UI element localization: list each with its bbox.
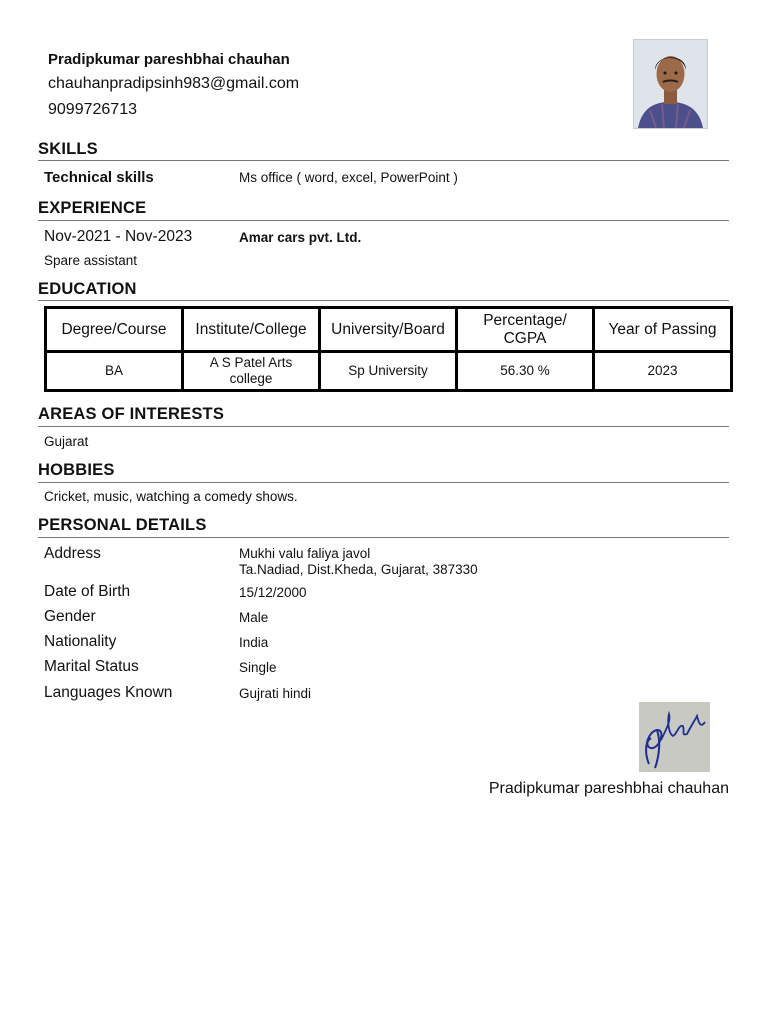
education-header-cell: Year of Passing [594, 308, 732, 352]
nationality-value: India [239, 635, 269, 650]
profile-photo-icon [634, 40, 707, 128]
personal-heading: PERSONAL DETAILS [38, 516, 207, 534]
interests-value: Gujarat [44, 434, 89, 449]
hobbies-heading: HOBBIES [38, 461, 115, 479]
technical-skills-label: Technical skills [44, 169, 154, 186]
experience-role: Spare assistant [44, 253, 138, 268]
hobbies-value: Cricket, music, watching a comedy shows. [44, 489, 298, 504]
education-header-cell: Institute/College [183, 308, 320, 352]
experience-period: Nov-2021 - Nov-2023 [44, 228, 193, 245]
phone: 9099726713 [48, 101, 137, 118]
marital-status-label: Marital Status [44, 658, 139, 675]
signature-image [639, 702, 710, 772]
signature-icon [639, 702, 710, 772]
education-header-row [46, 308, 732, 352]
dob-value: 15/12/2000 [239, 585, 307, 600]
address-line-1: Mukhi valu faliya javol [239, 546, 371, 561]
interests-heading: AREAS OF INTERESTS [38, 405, 225, 423]
gender-value: Male [239, 610, 269, 625]
experience-heading: EXPERIENCE [38, 199, 147, 217]
education-header-cell: Percentage/ CGPA [457, 308, 594, 352]
interests-divider [38, 426, 729, 427]
languages-label: Languages Known [44, 684, 173, 701]
nationality-label: Nationality [44, 633, 117, 650]
education-cell: Sp University [320, 352, 457, 391]
personal-divider [38, 537, 729, 538]
education-cell: 56.30 % [457, 352, 594, 391]
experience-divider [38, 220, 729, 221]
candidate-name: Pradipkumar pareshbhai chauhan [48, 51, 290, 68]
address-line-2: Ta.Nadiad, Dist.Kheda, Gujarat, 387330 [239, 562, 478, 577]
education-header-cell: Degree/Course [46, 308, 183, 352]
hobbies-divider [38, 482, 729, 483]
experience-company: Amar cars pvt. Ltd. [239, 230, 362, 245]
education-cell: A S Patel Arts college [183, 352, 320, 391]
table-row [46, 352, 732, 391]
dob-label: Date of Birth [44, 583, 131, 600]
email: chauhanpradipsinh983@gmail.com [48, 75, 300, 92]
signature-name: Pradipkumar pareshbhai chauhan [488, 780, 729, 797]
education-header-cell: University/Board [320, 308, 457, 352]
gender-label: Gender [44, 608, 96, 625]
education-table [44, 306, 733, 392]
languages-value: Gujrati hindi [239, 686, 312, 701]
education-cell: 2023 [594, 352, 732, 391]
education-heading: EDUCATION [38, 280, 137, 298]
technical-skills-value: Ms office ( word, excel, PowerPoint ) [239, 170, 458, 185]
education-cell: BA [46, 352, 183, 391]
marital-status-value: Single [239, 660, 277, 675]
skills-heading: SKILLS [38, 140, 98, 158]
address-label: Address [44, 545, 101, 562]
education-divider [38, 300, 729, 301]
skills-divider [38, 160, 729, 161]
profile-photo [633, 39, 708, 129]
